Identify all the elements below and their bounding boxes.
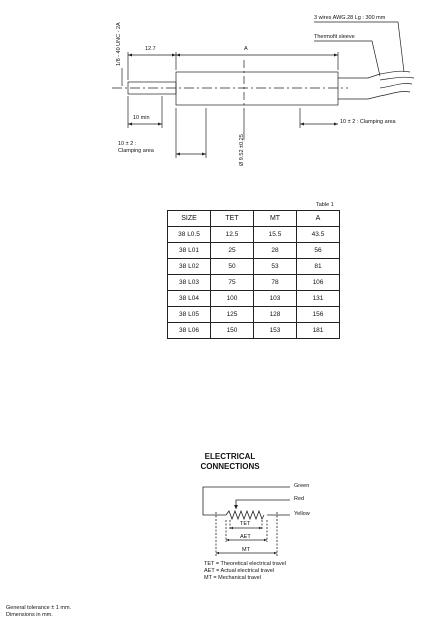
cell-tet: 150	[211, 323, 254, 339]
dim-a: A	[244, 46, 248, 52]
wires-label: 3 wires AWG.28 Lg : 300 mm	[314, 15, 386, 21]
cell-size: 38 L02	[168, 259, 211, 275]
green-wire	[203, 487, 290, 515]
cell-mt: 78	[254, 275, 297, 291]
cell-size: 38 L03	[168, 275, 211, 291]
cell-tet: 100	[211, 291, 254, 307]
thread-label: 1/8 - 40 UNC - 2A	[116, 22, 122, 66]
red-label: Red	[294, 496, 305, 502]
electrical-title-line-1: ELECTRICAL	[204, 452, 256, 461]
cell-tet: 50	[211, 259, 254, 275]
cell-size: 38 L06	[168, 323, 211, 339]
legend-mt: MT = Mechanical travel	[204, 575, 261, 581]
cell-tet: 12.5	[211, 227, 254, 243]
header-a: A	[297, 211, 340, 227]
diameter-label: Ø 9.52 ±0.25	[239, 134, 245, 166]
header-size: SIZE	[168, 211, 211, 227]
cell-mt: 128	[254, 307, 297, 323]
cell-tet: 125	[211, 307, 254, 323]
tet-label: TET	[240, 521, 251, 527]
legend-tet: TET = Theoretical electrical travel	[204, 561, 286, 567]
cell-size: 38 L0.5	[168, 227, 211, 243]
sleeve-label: Thermofit sleeve	[314, 34, 355, 40]
resistor-track	[226, 511, 264, 519]
cell-a: 131	[297, 291, 340, 307]
aet-label: AET	[240, 534, 251, 540]
cell-mt: 103	[254, 291, 297, 307]
table-caption: Table 1	[316, 202, 334, 208]
cell-mt: 28	[254, 243, 297, 259]
cell-a: 181	[297, 323, 340, 339]
cell-mt: 153	[254, 323, 297, 339]
header-mt: MT	[254, 211, 297, 227]
dimensions-note: Dimensions in mm.	[6, 612, 53, 618]
cell-size: 38 L05	[168, 307, 211, 323]
header-tet: TET	[211, 211, 254, 227]
min-label: 10 min	[133, 115, 150, 121]
cell-a: 81	[297, 259, 340, 275]
clamp-left-label-2: Clamping area	[118, 148, 154, 154]
cell-a: 156	[297, 307, 340, 323]
legend-aet: AET = Actual electrical travel	[204, 568, 275, 574]
cell-a: 43.5	[297, 227, 340, 243]
cell-mt: 15.5	[254, 227, 297, 243]
cell-size: 38 L01	[168, 243, 211, 259]
yellow-label: Yellow	[294, 511, 310, 517]
dim-12-7: 12.7	[145, 46, 156, 52]
red-wiper	[236, 500, 290, 509]
cell-mt: 53	[254, 259, 297, 275]
cell-a: 56	[297, 243, 340, 259]
clamp-right-label: 10 ± 2 : Clamping area	[340, 119, 396, 125]
general-tolerance: General tolerance ± 1 mm.	[6, 605, 72, 611]
cell-tet: 25	[211, 243, 254, 259]
cell-a: 106	[297, 275, 340, 291]
cell-size: 38 L04	[168, 291, 211, 307]
clamp-left-label-1: 10 ± 2 :	[118, 141, 137, 147]
wiper-arrow	[234, 505, 238, 509]
mt-label: MT	[242, 547, 250, 553]
green-label: Green	[294, 483, 310, 489]
electrical-title-line-2: CONNECTIONS	[200, 462, 260, 471]
cell-tet: 75	[211, 275, 254, 291]
